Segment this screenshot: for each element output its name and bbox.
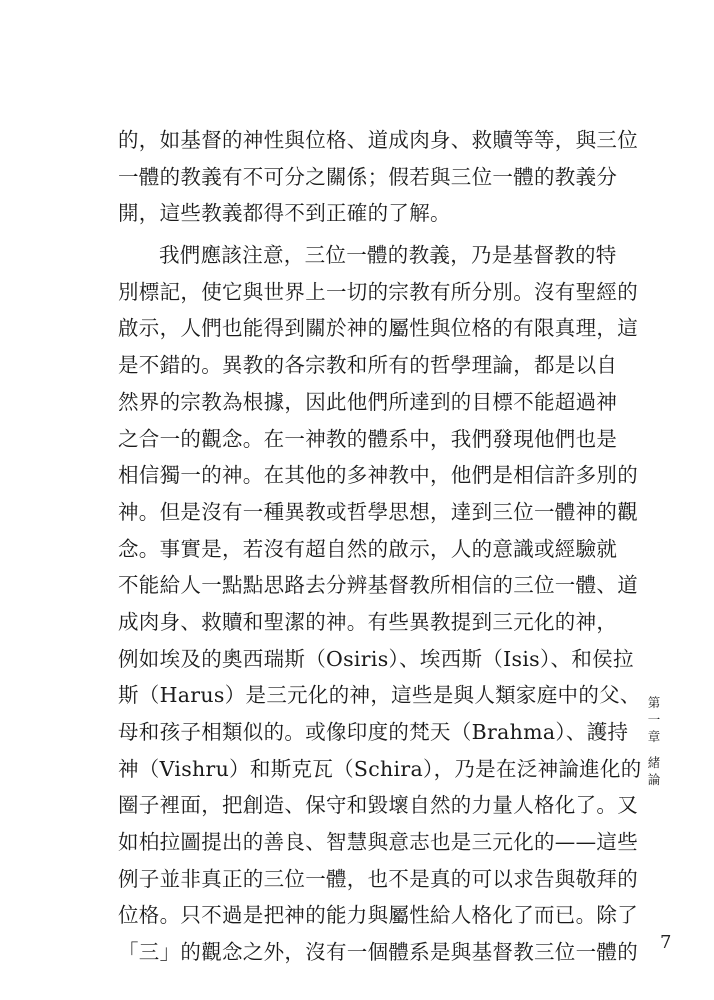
body-line-3: 開，這些教義都得不到正確的了解。 (118, 201, 451, 226)
page-number: 7 (660, 932, 672, 953)
body-line-4: 我們應該注意，三位一體的教義，乃是基督教的特 (159, 243, 617, 268)
running-header-title (645, 754, 663, 788)
running-header (645, 694, 663, 788)
body-line-10: 相信獨一的神。在其他的多神教中，他們是相信許多別的 (118, 463, 638, 488)
body-line-9: 之合一的觀念。在一神教的體系中，我們發現他們也是 (118, 426, 618, 451)
body-line-17: 母和孩子相類似的。或像印度的梵天（Brahma）、護持 (118, 720, 629, 744)
body-line-21: 例子並非真正的三位一體，也不是真的可以求告與敬拜的 (118, 866, 638, 891)
page-body (118, 122, 642, 971)
running-header-char: 一 (647, 712, 661, 727)
body-line-11: 神。但是沒有一種異教或哲學思想，達到三位一體神的觀 (118, 499, 638, 524)
running-header-char: 緒 (647, 755, 661, 770)
body-line-2: 一體的教義有不可分之關係；假若與三位一體的教義分 (118, 164, 618, 189)
body-line-14: 成肉身、救贖和聖潔的神。有些異教提到三元化的神， (118, 609, 618, 634)
body-line-1: 的，如基督的神性與位格、道成肉身、救贖等等，與三位 (118, 128, 638, 152)
body-line-23: 「三」的觀念之外，沒有一個體系是與基督教三位一體的 (118, 940, 638, 965)
body-line-6: 啟示，人們也能得到關於神的屬性與位格的有限真理，這 (118, 316, 638, 341)
body-line-12: 念。事實是，若沒有超自然的啟示，人的意識或經驗就 (118, 536, 618, 561)
body-line-19: 圈子裡面，把創造、保守和毀壞自然的力量人格化了。又 (118, 793, 638, 818)
body-line-13: 不能給人一點點思路去分辨基督教所相信的三位一體、道 (118, 573, 638, 598)
body-line-8: 然界的宗教為根據，因此他們所達到的目標不能超過神 (118, 389, 618, 414)
body-line-18: 神（Vishru）和斯克瓦（Schira），乃是在泛神論進化的 (118, 756, 642, 781)
body-line-15: 例如埃及的奧西瑞斯（Osiris）、埃西斯（Isis）、和侯拉 (118, 646, 634, 671)
running-header-chapter (645, 694, 663, 745)
running-header-char: 論 (647, 772, 661, 787)
running-header-char: 第 (647, 695, 661, 710)
body-line-7: 是不錯的。異教的各宗教和所有的哲學理論，都是以自 (118, 353, 618, 378)
body-line-16: 斯（Harus）是三元化的神，這些是與人類家庭中的父、 (118, 683, 641, 708)
body-line-5: 別標記，使它與世界上一切的宗教有所分別。沒有聖經的 (118, 279, 638, 304)
body-line-20: 如柏拉圖提出的善良、智慧與意志也是三元化的——這些 (118, 830, 638, 855)
running-header-char: 章 (647, 729, 661, 744)
body-line-22: 位格。只不過是把神的能力與屬性給人格化了而已。除了 (118, 903, 638, 928)
